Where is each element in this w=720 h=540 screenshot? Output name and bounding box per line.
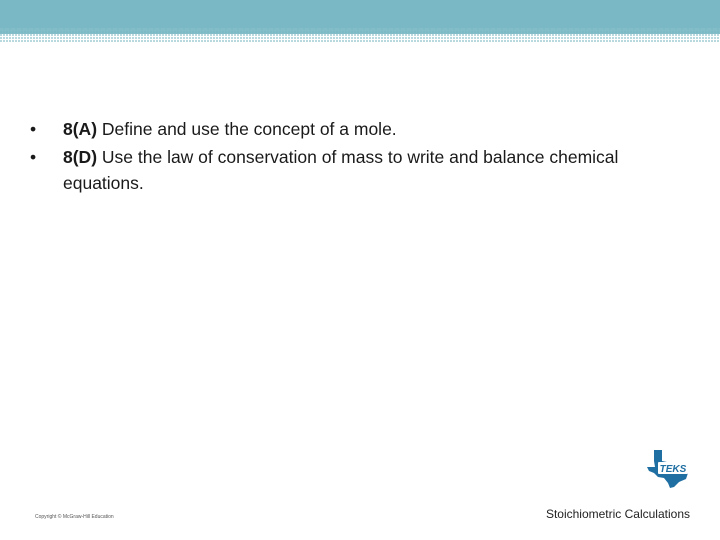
standard-code: 8(D) [63, 147, 98, 167]
header-band [0, 0, 720, 28]
standard-text: Use the law of conservation of mass to write and balance chemical equations. [63, 147, 619, 193]
list-item [30, 116, 670, 142]
bullet-icon: • [30, 119, 37, 139]
bullet-icon: • [30, 147, 37, 167]
logo-text: TEKS [659, 464, 687, 475]
footer-title: Stoichiometric Calculations [545, 507, 690, 521]
header-dither-edge [0, 28, 720, 34]
standard-text: Define and use the concept of a mole. [97, 119, 397, 139]
list-item [30, 144, 670, 196]
copyright-note: Copyright © McGraw-Hill Education [35, 514, 114, 520]
teks-list [30, 116, 670, 196]
slide-content [30, 116, 670, 198]
standard-code: 8(A) [63, 119, 98, 139]
texas-state-icon [646, 449, 690, 489]
